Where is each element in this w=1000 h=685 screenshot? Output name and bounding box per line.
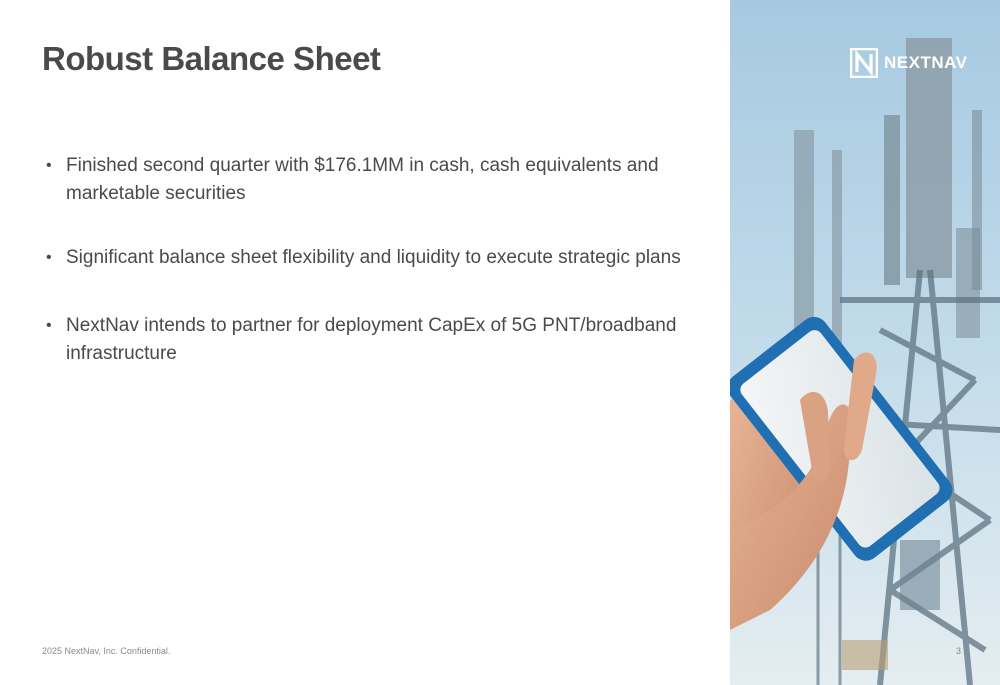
- bullet-item: [44, 244, 704, 272]
- bullet-text: NextNav intends to partner for deployment CapEx of 5G PNT/broadband infrastructure: [66, 315, 677, 364]
- footer-confidential: 2025 NextNav, Inc. Confidential.: [42, 646, 171, 656]
- page-number: 3: [956, 646, 962, 656]
- bullet-text: Significant balance sheet flexibility and liquidity to execute strategic plans: [66, 247, 681, 268]
- nextnav-logo-icon: [850, 48, 878, 78]
- photo-illustration: [730, 0, 1000, 685]
- bullet-list: [44, 152, 704, 368]
- cell-tower-phone-photo: [730, 0, 1000, 685]
- bullet-item: [44, 152, 704, 208]
- nextnav-logo: [850, 48, 967, 78]
- bullet-glyph: •: [46, 157, 52, 174]
- bullet-item: [44, 312, 704, 368]
- nextnav-logo-text: NEXTNAV: [884, 53, 968, 72]
- bullet-text: Finished second quarter with $176.1MM in cash, cash equivalents and marketable securities: [66, 155, 659, 204]
- bullet-glyph: •: [46, 317, 52, 334]
- slide-title: Robust Balance Sheet: [42, 40, 381, 77]
- bullet-glyph: •: [46, 249, 52, 266]
